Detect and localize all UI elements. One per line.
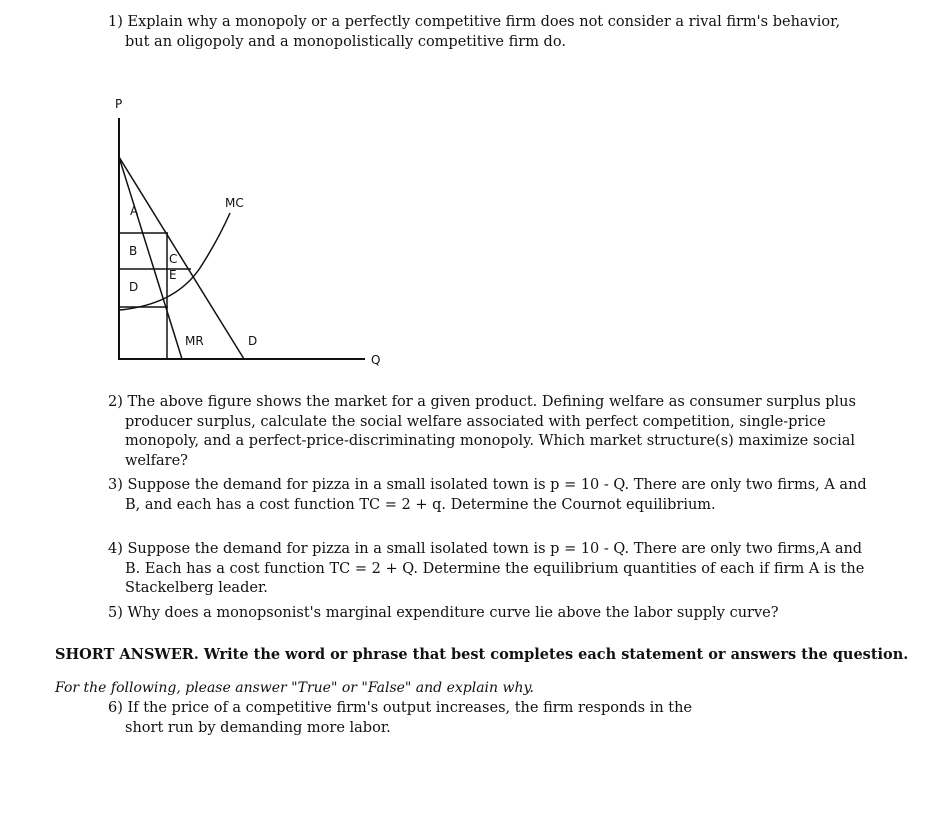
mr-label: MR xyxy=(185,334,204,348)
p-axis-label: P xyxy=(115,97,123,111)
demand-label: D xyxy=(248,334,258,348)
question-3-text: 3) Suppose the demand for pizza in a small isolated town is p = 10 - Q. There are only two firms, A and B, and each has a cost function TC = 2 + q. Determine the Cournot equilibrium. xyxy=(108,477,867,513)
question-5 xyxy=(108,604,868,624)
mc-label: MC xyxy=(225,196,244,210)
question-4 xyxy=(108,540,878,599)
area-e-label: E xyxy=(169,268,177,282)
area-b-label: B xyxy=(129,244,138,258)
question-6 xyxy=(108,699,718,738)
area-c-label: C xyxy=(169,252,178,266)
demand-curve xyxy=(119,157,244,359)
question-2 xyxy=(108,393,868,471)
true-false-instruction: For the following, please answer "True" or "False" and explain why. xyxy=(55,680,534,696)
short-answer-heading: SHORT ANSWER. Write the word or phrase that best completes each statement or answers the question. xyxy=(55,646,909,663)
q-axis-label: Q xyxy=(371,353,381,367)
question-6-text: 6) If the price of a competitive firm's output increases, the firm responds in the short run by demanding more labor. xyxy=(108,700,693,736)
market-figure xyxy=(0,0,936,400)
question-1-text: 1) Explain why a monopoly or a perfectly competitive firm does not consider a rival firm's behavior, but an oligopoly and a monopolistically competitive firm do. xyxy=(108,14,841,50)
question-5-text: 5) Why does a monopsonist's marginal expenditure curve lie above the labor supply curve? xyxy=(108,605,779,621)
question-3 xyxy=(108,476,868,515)
question-2-text: 2) The above figure shows the market for a given product. Defining welfare as consumer surplus plus producer surplus, calculate the social welfare associated with perfect competition, single-price monopoly, and a perfect-price-discriminating monopoly. Which market structure(s) maximize social welfare? xyxy=(108,394,856,469)
area-a-label: A xyxy=(130,204,139,218)
question-4-text: 4) Suppose the demand for pizza in a small isolated town is p = 10 - Q. There are only two firms,A and B. Each has a cost function TC = 2 + Q. Determine the equilibrium quantities of each if firm A is the Stackelberg leader. xyxy=(108,541,865,596)
area-d-label: D xyxy=(129,280,139,294)
